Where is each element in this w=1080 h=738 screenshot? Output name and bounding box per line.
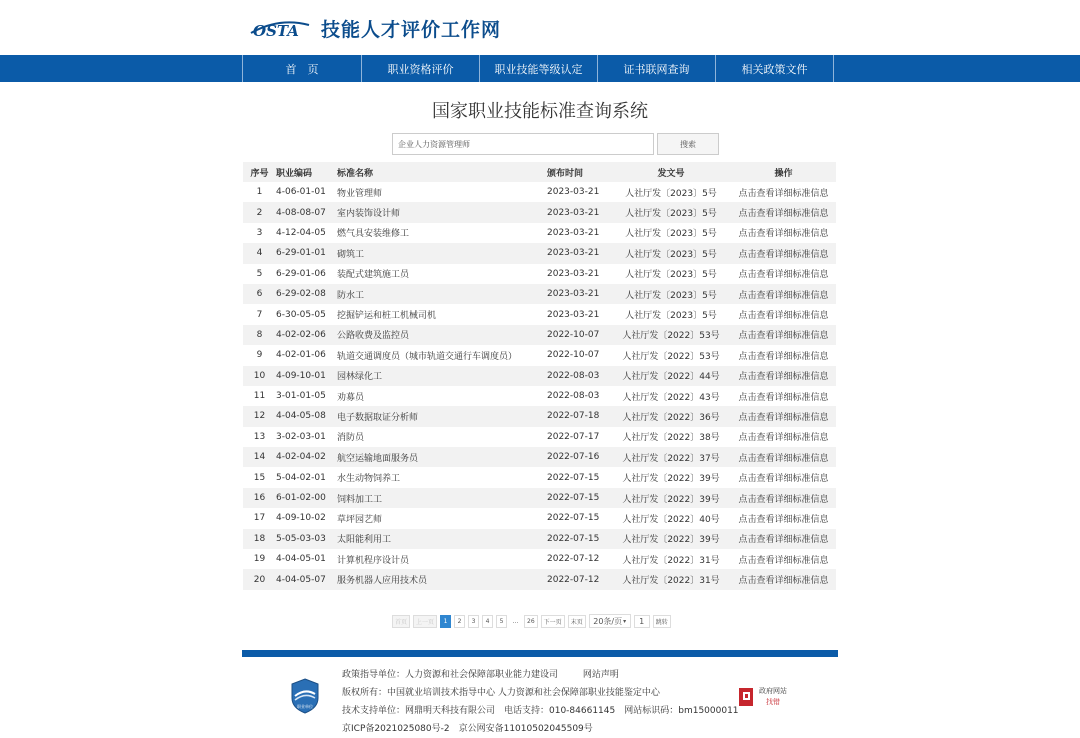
row-code-link[interactable]: 4-04-05-08 <box>276 406 337 426</box>
row-name: 太阳能利用工 <box>337 529 547 549</box>
row-name: 燃气具安装维修工 <box>337 229 410 240</box>
row-name: 饲料加工工 <box>337 488 547 508</box>
nav-item-skill-level[interactable]: 职业技能等级认定 <box>479 55 597 82</box>
table-row <box>243 264 836 284</box>
pager-ellipsis: ... <box>510 615 521 628</box>
row-code-link[interactable]: 4-04-05-07 <box>276 569 337 589</box>
pager-page-1[interactable]: 1 <box>440 615 451 628</box>
row-name: 计算机程序设计员 <box>337 555 410 566</box>
row-doc-number: 人社厅发〔2023〕5号 <box>611 284 731 304</box>
row-date: 2022-07-18 <box>547 406 611 426</box>
row-name: 防水工 <box>337 284 547 304</box>
table-row <box>243 406 836 426</box>
row-detail-link[interactable]: 点击查看详细标准信息 <box>731 569 836 589</box>
table-row <box>243 549 836 569</box>
ministry-emblem-icon <box>290 678 320 714</box>
gov-badge-text: 政府网站 找错 <box>759 687 787 706</box>
row-no: 7 <box>256 309 263 320</box>
row-date: 2023-03-21 <box>547 227 600 238</box>
row-code-link[interactable]: 4-04-05-01 <box>276 554 326 565</box>
row-code-link[interactable]: 3-02-03-01 <box>276 431 326 442</box>
row-name: 轨道交通调度员（城市轨道交通行车调度员） <box>337 351 518 362</box>
row-code-link[interactable]: 4-02-02-06 <box>276 325 337 345</box>
chevron-down-icon: ▾ <box>623 617 627 625</box>
row-no: 10 <box>243 366 276 386</box>
row-doc-number: 人社厅发〔2023〕5号 <box>625 311 717 322</box>
row-doc-number: 人社厅发〔2023〕5号 <box>611 202 731 222</box>
row-code-link[interactable]: 4-08-08-07 <box>276 202 337 222</box>
row-no: 8 <box>243 325 276 345</box>
row-name: 砌筑工 <box>337 243 547 263</box>
table-row <box>243 284 836 304</box>
header-name: 标准名称 <box>337 162 547 182</box>
table-row <box>243 386 836 406</box>
pager-page-3[interactable]: 3 <box>468 615 479 628</box>
row-name: 挖掘铲运和桩工机械司机 <box>337 311 437 322</box>
row-code-link[interactable]: 5-05-03-03 <box>276 529 337 549</box>
pager-prev[interactable]: 上一页 <box>413 615 437 628</box>
row-code-link[interactable]: 4-02-01-06 <box>276 350 326 361</box>
footer-info <box>342 666 739 738</box>
footer-line-1 <box>342 666 739 684</box>
row-name: 物业管理师 <box>337 188 383 199</box>
row-detail-link[interactable]: 点击查看详细标准信息 <box>738 188 829 199</box>
page-title: 国家职业技能标准查询系统 <box>432 101 648 122</box>
svg-text:OSTA: OSTA <box>253 22 299 40</box>
row-no: 3 <box>256 227 263 238</box>
table-row <box>243 223 836 243</box>
search-bar <box>392 133 719 155</box>
row-no: 14 <box>243 447 276 467</box>
row-detail-link[interactable]: 点击查看详细标准信息 <box>731 366 836 386</box>
row-no: 9 <box>256 350 263 361</box>
row-detail-link[interactable]: 点击查看详细标准信息 <box>738 311 829 322</box>
row-date: 2022-08-03 <box>547 391 600 402</box>
page-size-select[interactable] <box>589 614 631 628</box>
row-name: 草坪园艺师 <box>337 514 383 525</box>
table-row <box>243 447 836 467</box>
row-doc-number: 人社厅发〔2022〕38号 <box>622 433 720 444</box>
row-doc-number: 人社厅发〔2022〕44号 <box>611 366 731 386</box>
row-detail-link[interactable]: 点击查看详细标准信息 <box>731 243 836 263</box>
row-doc-number: 人社厅发〔2022〕39号 <box>622 474 720 485</box>
row-detail-link[interactable]: 点击查看详细标准信息 <box>738 351 829 362</box>
row-no: 18 <box>243 529 276 549</box>
row-detail-link[interactable]: 点击查看详细标准信息 <box>738 514 829 525</box>
row-no: 17 <box>253 513 266 524</box>
row-code-link[interactable]: 4-02-04-02 <box>276 447 337 467</box>
row-name: 劝募员 <box>337 392 365 403</box>
footer-line-4[interactable]: 京ICP备2021025080号-2 京公网安备11010502045509号 <box>342 724 593 734</box>
row-date: 2023-03-21 <box>547 187 600 198</box>
row-doc-number: 人社厅发〔2023〕5号 <box>625 188 717 199</box>
row-date: 2022-07-12 <box>547 554 600 565</box>
row-date: 2022-07-17 <box>547 431 600 442</box>
pager-page-last[interactable]: 26 <box>524 615 538 628</box>
row-date: 2022-07-15 <box>547 488 611 508</box>
footer-line-2: 版权所有：中国就业培训技术指导中心 人力资源和社会保障部职业技能鉴定中心 <box>342 688 660 698</box>
row-doc-number: 人社厅发〔2023〕5号 <box>625 229 717 240</box>
table-row <box>243 182 836 202</box>
table-row <box>243 366 836 386</box>
pager-end[interactable]: 末页 <box>568 615 586 628</box>
row-date: 2023-03-21 <box>547 309 600 320</box>
site-logo[interactable] <box>245 13 501 43</box>
row-detail-link[interactable]: 点击查看详细标准信息 <box>731 202 836 222</box>
footer-line-3: 技术支持单位：网鼎明天科技有限公司 电话支持：010-84661145 网站标识码：bm15000011 <box>342 706 739 716</box>
row-code-link[interactable]: 4-12-04-05 <box>276 227 326 238</box>
table-body <box>243 182 836 590</box>
row-doc-number: 人社厅发〔2022〕39号 <box>611 529 731 549</box>
row-detail-link[interactable]: 点击查看详细标准信息 <box>738 270 829 281</box>
row-no: 16 <box>243 488 276 508</box>
row-no: 2 <box>243 202 276 222</box>
row-date: 2023-03-21 <box>547 243 611 263</box>
pager-first[interactable]: 首页 <box>392 615 410 628</box>
row-name: 装配式建筑施工员 <box>337 270 410 281</box>
row-detail-link[interactable]: 点击查看详细标准信息 <box>731 488 836 508</box>
row-doc-number: 人社厅发〔2022〕31号 <box>622 555 720 566</box>
row-date: 2023-03-21 <box>547 284 611 304</box>
footer-divider <box>242 650 838 657</box>
nav-item-home[interactable]: 首 页 <box>242 55 361 82</box>
table-row <box>243 202 836 222</box>
table-header-row <box>243 162 836 182</box>
row-date: 2022-07-15 <box>547 513 600 524</box>
table-row <box>243 345 836 365</box>
site-header <box>0 0 1080 55</box>
row-detail-link[interactable]: 点击查看详细标准信息 <box>731 447 836 467</box>
row-code-link[interactable]: 6-29-02-08 <box>276 284 337 304</box>
row-detail-link[interactable]: 点击查看详细标准信息 <box>731 529 836 549</box>
row-date: 2022-08-03 <box>547 366 611 386</box>
pager-page-5[interactable]: 5 <box>496 615 507 628</box>
row-name: 园林绿化工 <box>337 366 547 386</box>
row-no: 1 <box>256 187 263 198</box>
row-detail-link[interactable]: 点击查看详细标准信息 <box>738 433 829 444</box>
table-row <box>243 508 836 528</box>
row-date: 2023-03-21 <box>547 268 600 279</box>
page-size-value: 20条/页 <box>593 616 623 626</box>
pager-page-2[interactable]: 2 <box>454 615 465 628</box>
row-no: 15 <box>253 472 266 483</box>
row-date: 2023-03-21 <box>547 202 611 222</box>
row-no: 20 <box>243 569 276 589</box>
jump-page-input[interactable]: 1 <box>634 615 650 628</box>
table-row <box>243 467 836 487</box>
nav-item-qualification[interactable]: 职业资格评价 <box>361 55 479 82</box>
row-detail-link[interactable]: 点击查看详细标准信息 <box>738 474 829 485</box>
row-code-link[interactable]: 4-09-10-01 <box>276 366 337 386</box>
table-row <box>243 243 836 263</box>
nav-item-certificate-query[interactable]: 证书联网查询 <box>597 55 715 82</box>
row-name: 公路收费及监控员 <box>337 325 547 345</box>
row-detail-link[interactable]: 点击查看详细标准信息 <box>731 325 836 345</box>
nav-item-policy-files[interactable]: 相关政策文件 <box>715 55 834 82</box>
footer-policy-unit: 政策指导单位：人力资源和社会保障部职业能力建设司 <box>342 670 559 680</box>
row-doc-number: 人社厅发〔2022〕53号 <box>622 351 720 362</box>
row-doc-number: 人社厅发〔2022〕40号 <box>622 514 720 525</box>
row-no: 11 <box>253 391 266 402</box>
row-doc-number: 人社厅发〔2022〕31号 <box>611 569 731 589</box>
row-name: 消防员 <box>337 433 365 444</box>
row-code-link[interactable]: 6-01-02-00 <box>276 488 337 508</box>
gov-badge-icon <box>738 686 756 708</box>
header-code: 职业编码 <box>276 162 337 182</box>
row-detail-link[interactable]: 点击查看详细标准信息 <box>738 229 829 240</box>
row-doc-number: 人社厅发〔2023〕5号 <box>611 243 731 263</box>
row-name: 服务机器人应用技术员 <box>337 569 547 589</box>
pagination <box>392 614 671 628</box>
site-statement-link[interactable]: 网站声明 <box>582 670 619 680</box>
row-doc-number: 人社厅发〔2022〕53号 <box>611 325 731 345</box>
header-no: 序号 <box>243 162 276 182</box>
row-code-link[interactable]: 4-06-01-01 <box>276 187 326 198</box>
main-nav <box>242 55 834 82</box>
row-detail-link[interactable]: 点击查看详细标准信息 <box>731 284 836 304</box>
row-no: 12 <box>243 406 276 426</box>
osta-logo-icon <box>245 15 313 41</box>
row-name: 水生动物饲养工 <box>337 474 401 485</box>
row-code-link[interactable]: 3-01-01-05 <box>276 391 326 402</box>
row-doc-number: 人社厅发〔2022〕36号 <box>611 406 731 426</box>
row-code-link[interactable]: 6-30-05-05 <box>276 309 326 320</box>
row-code-link[interactable]: 6-29-01-01 <box>276 243 337 263</box>
row-no: 6 <box>243 284 276 304</box>
row-no: 13 <box>253 431 266 442</box>
site-title: 技能人才评价工作网 <box>321 18 502 41</box>
pager-page-4[interactable]: 4 <box>482 615 493 628</box>
row-detail-link[interactable]: 点击查看详细标准信息 <box>738 392 829 403</box>
row-no: 19 <box>253 554 266 565</box>
row-doc-number: 人社厅发〔2022〕37号 <box>611 447 731 467</box>
row-doc-number: 人社厅发〔2023〕5号 <box>625 270 717 281</box>
row-date: 2022-07-16 <box>547 447 611 467</box>
standards-table <box>243 162 836 590</box>
table-row <box>243 304 836 324</box>
row-code-link[interactable]: 5-04-02-01 <box>276 472 326 483</box>
gov-error-report-badge[interactable] <box>738 684 796 710</box>
search-button[interactable]: 搜索 <box>657 133 719 155</box>
table-row <box>243 325 836 345</box>
table-row <box>243 488 836 508</box>
row-code-link[interactable]: 4-09-10-02 <box>276 513 326 524</box>
row-date: 2022-07-12 <box>547 569 611 589</box>
svg-text:职业单位: 职业单位 <box>297 704 313 709</box>
row-date: 2022-10-07 <box>547 350 600 361</box>
pager-next[interactable]: 下一页 <box>541 615 565 628</box>
header-op: 操作 <box>731 162 836 182</box>
row-name: 电子数据取证分析师 <box>337 406 547 426</box>
row-date: 2022-10-07 <box>547 325 611 345</box>
table-row <box>243 427 836 447</box>
row-no: 4 <box>243 243 276 263</box>
row-detail-link[interactable]: 点击查看详细标准信息 <box>738 555 829 566</box>
row-detail-link[interactable]: 点击查看详细标准信息 <box>731 406 836 426</box>
row-code-link[interactable]: 6-29-01-06 <box>276 268 326 279</box>
row-no: 5 <box>256 268 263 279</box>
row-name: 航空运输地面服务员 <box>337 447 547 467</box>
jump-button[interactable]: 跳转 <box>653 615 671 628</box>
row-name: 室内装饰设计师 <box>337 202 547 222</box>
search-input[interactable] <box>392 133 654 155</box>
header-doc: 发文号 <box>611 162 731 182</box>
table-row <box>243 529 836 549</box>
row-date: 2022-07-15 <box>547 472 600 483</box>
row-doc-number: 人社厅发〔2022〕43号 <box>622 392 720 403</box>
row-date: 2022-07-15 <box>547 529 611 549</box>
header-date: 颁布时间 <box>547 162 611 182</box>
table-row <box>243 569 836 589</box>
row-doc-number: 人社厅发〔2022〕39号 <box>611 488 731 508</box>
